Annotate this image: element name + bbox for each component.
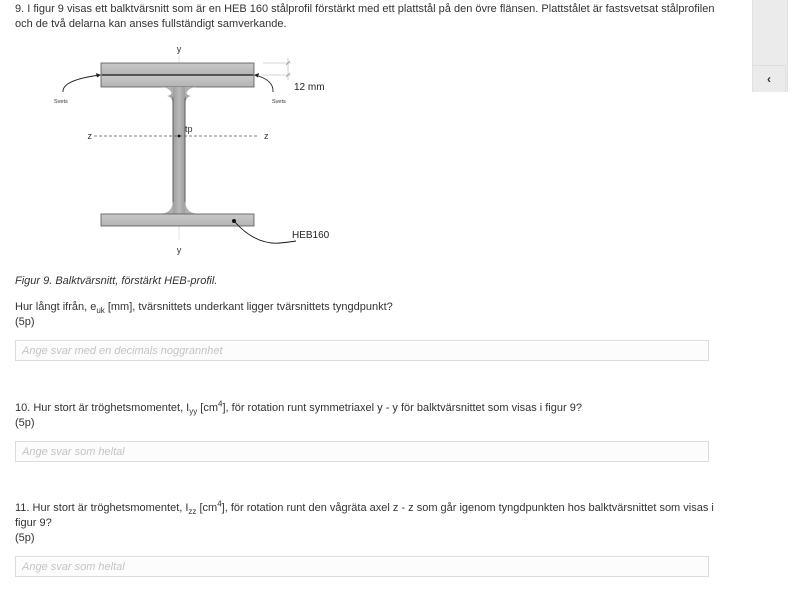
y-axis-bottom-label: y (176, 245, 182, 255)
figure-caption: Figur 9. Balktvärsnitt, förstärkt HEB-profil. (15, 275, 218, 287)
centroid-label: tp (185, 124, 193, 134)
question-10-text (15, 401, 715, 431)
q11-superscript: 4 (217, 499, 222, 509)
question-9-text (15, 300, 715, 330)
side-panel-toggle-button[interactable] (752, 65, 786, 92)
web-left-edge (162, 87, 173, 214)
q10-superscript: 4 (218, 399, 223, 409)
weld-left-label: Svets (54, 99, 68, 105)
weld-right-arrow (255, 75, 273, 92)
q10-text-post: ], för rotation runt symmetriaxel y - y för balktvärsnittet som visas i figur 9? (222, 402, 582, 414)
web-right-edge (185, 87, 196, 214)
bottom-flange (101, 214, 254, 226)
q10-answer-input[interactable] (15, 441, 709, 462)
weld-left-arrow (63, 75, 100, 92)
q11-text-mid: [cm (196, 502, 218, 514)
q11-text-pre: 11. Hur stort är tröghetsmomentet, I (15, 502, 189, 514)
question-9-intro: 9. I figur 9 visas ett balktvärsnitt som är en HEB 160 stålprofil förstärkt med ett plattstål på den övre flänsen. Plattstålet är fastsvetsat stålprofilen och de två delarna kan anses fullständigt samverkande. (15, 3, 715, 30)
q9-points: (5p) (15, 316, 35, 328)
q10-subscript: yy (189, 407, 198, 417)
q11-text-post: ], för rotation runt den vågräta axel z - z som går igenom tyngdpunkten hos balktvärsnittet som visas i figur 9? (15, 502, 714, 529)
centroid-point (178, 135, 181, 138)
q11-answer-input[interactable] (15, 556, 709, 577)
question-11-text (15, 501, 715, 546)
q10-points: (5p) (15, 417, 35, 429)
weld-right-label: Svets (272, 99, 286, 105)
q9-text-pre: Hur långt ifrån, e (15, 301, 97, 313)
z-axis-left-label: z (87, 131, 92, 141)
z-axis-right-label: z (264, 131, 269, 141)
q11-points: (5p) (15, 532, 35, 544)
q9-subscript: uk (96, 306, 105, 316)
q9-text-post: [mm], tvärsnittets underkant ligger tvärsnittets tyngdpunkt? (104, 301, 393, 313)
q10-text-pre: 10. Hur stort är tröghetsmomentet, I (15, 402, 190, 414)
reinforcement-plate (101, 63, 254, 75)
q11-subscript: zz (188, 507, 197, 517)
beam-diagram (40, 40, 360, 270)
q9-answer-input[interactable] (15, 340, 709, 361)
profile-label: HEB160 (292, 230, 330, 241)
q10-text-mid: [cm (197, 402, 219, 414)
figure-9-beam-cross-section (40, 40, 360, 270)
top-flange (101, 75, 254, 87)
plate-thickness-label: 12 mm (294, 82, 325, 93)
chevron-left-icon: ‹ (767, 72, 771, 86)
y-axis-top-label: y (176, 44, 182, 54)
